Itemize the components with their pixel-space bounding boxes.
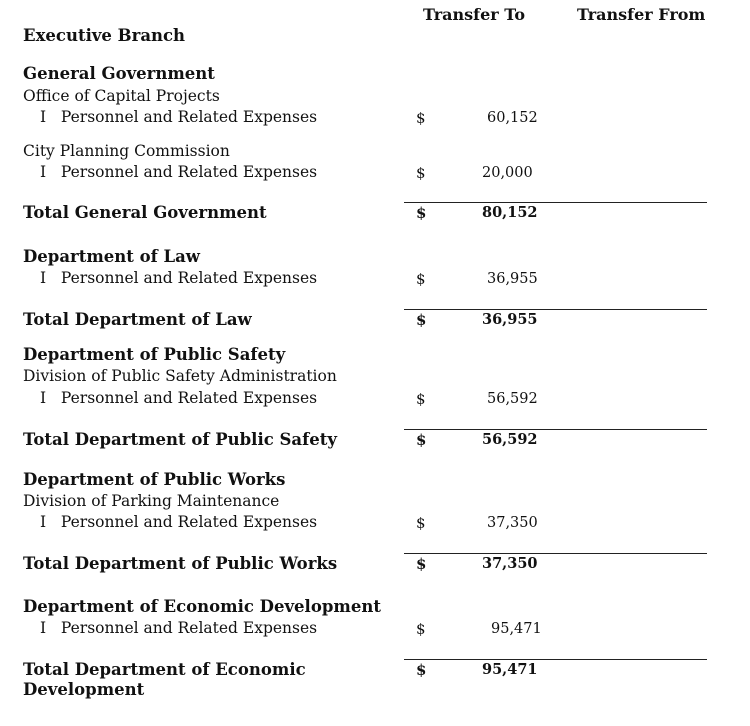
ocp-dollar-sign: $ bbox=[416, 109, 426, 127]
city-planning-commission-label: City Planning Commission bbox=[23, 142, 230, 160]
economic-development-dollar-sign: $ bbox=[416, 620, 426, 638]
law-dollar-sign: $ bbox=[416, 270, 426, 288]
column-header-transfer-to: Transfer To bbox=[423, 5, 525, 24]
total-gg-dollar-sign: $ bbox=[416, 204, 427, 222]
office-capital-projects-label: Office of Capital Projects bbox=[23, 87, 220, 105]
public-safety-personnel-item: I Personnel and Related Expenses bbox=[40, 389, 318, 407]
total-rule bbox=[404, 553, 707, 554]
cpc-amount: 20,000 bbox=[482, 165, 533, 181]
total-department-of-law-label: Total Department of Law bbox=[23, 310, 252, 329]
cpc-personnel-item: I Personnel and Related Expenses bbox=[40, 163, 318, 181]
total-rule bbox=[404, 429, 707, 430]
department-of-public-safety-heading: Department of Public Safety bbox=[23, 345, 286, 364]
department-of-public-works-heading: Department of Public Works bbox=[23, 470, 286, 489]
total-economic-development-dollar-sign: $ bbox=[416, 661, 427, 679]
law-amount: 36,955 bbox=[487, 271, 538, 287]
total-department-of-public-works-label: Total Department of Public Works bbox=[23, 554, 338, 573]
law-personnel-item: I Personnel and Related Expenses bbox=[40, 269, 318, 287]
total-public-works-amount: 37,350 bbox=[482, 555, 538, 572]
column-header-transfer-from: Transfer From bbox=[577, 5, 706, 24]
public-works-division-label: Division of Parking Maintenance bbox=[23, 492, 280, 510]
public-works-personnel-item: I Personnel and Related Expenses bbox=[40, 513, 318, 531]
general-government-heading: General Government bbox=[23, 64, 215, 83]
total-rule bbox=[404, 309, 707, 310]
ocp-amount: 60,152 bbox=[487, 110, 538, 126]
total-law-dollar-sign: $ bbox=[416, 311, 427, 329]
economic-development-personnel-item: I Personnel and Related Expenses bbox=[40, 619, 318, 637]
department-of-law-heading: Department of Law bbox=[23, 247, 201, 266]
total-public-works-dollar-sign: $ bbox=[416, 555, 427, 573]
total-public-safety-dollar-sign: $ bbox=[416, 431, 427, 449]
cpc-dollar-sign: $ bbox=[416, 164, 426, 182]
total-economic-development-label-line1: Total Department of Economic bbox=[23, 660, 306, 679]
total-economic-development-amount: 95,471 bbox=[482, 661, 538, 678]
total-general-government-label: Total General Government bbox=[23, 203, 267, 222]
economic-development-amount: 95,471 bbox=[491, 621, 542, 637]
public-works-amount: 37,350 bbox=[487, 515, 538, 531]
department-of-economic-development-heading: Department of Economic Development bbox=[23, 597, 381, 616]
public-safety-division-label: Division of Public Safety Administration bbox=[23, 367, 337, 385]
total-economic-development-label-line2: Development bbox=[23, 680, 145, 699]
public-works-dollar-sign: $ bbox=[416, 514, 426, 532]
total-department-of-public-safety-label: Total Department of Public Safety bbox=[23, 430, 337, 449]
total-public-safety-amount: 56,592 bbox=[482, 431, 538, 448]
total-gg-amount: 80,152 bbox=[482, 204, 538, 221]
executive-branch-heading: Executive Branch bbox=[23, 26, 186, 45]
total-rule bbox=[404, 202, 707, 203]
public-safety-amount: 56,592 bbox=[487, 391, 538, 407]
public-safety-dollar-sign: $ bbox=[416, 390, 426, 408]
total-rule bbox=[404, 659, 707, 660]
ocp-personnel-item: I Personnel and Related Expenses bbox=[40, 108, 318, 126]
total-law-amount: 36,955 bbox=[482, 311, 538, 328]
